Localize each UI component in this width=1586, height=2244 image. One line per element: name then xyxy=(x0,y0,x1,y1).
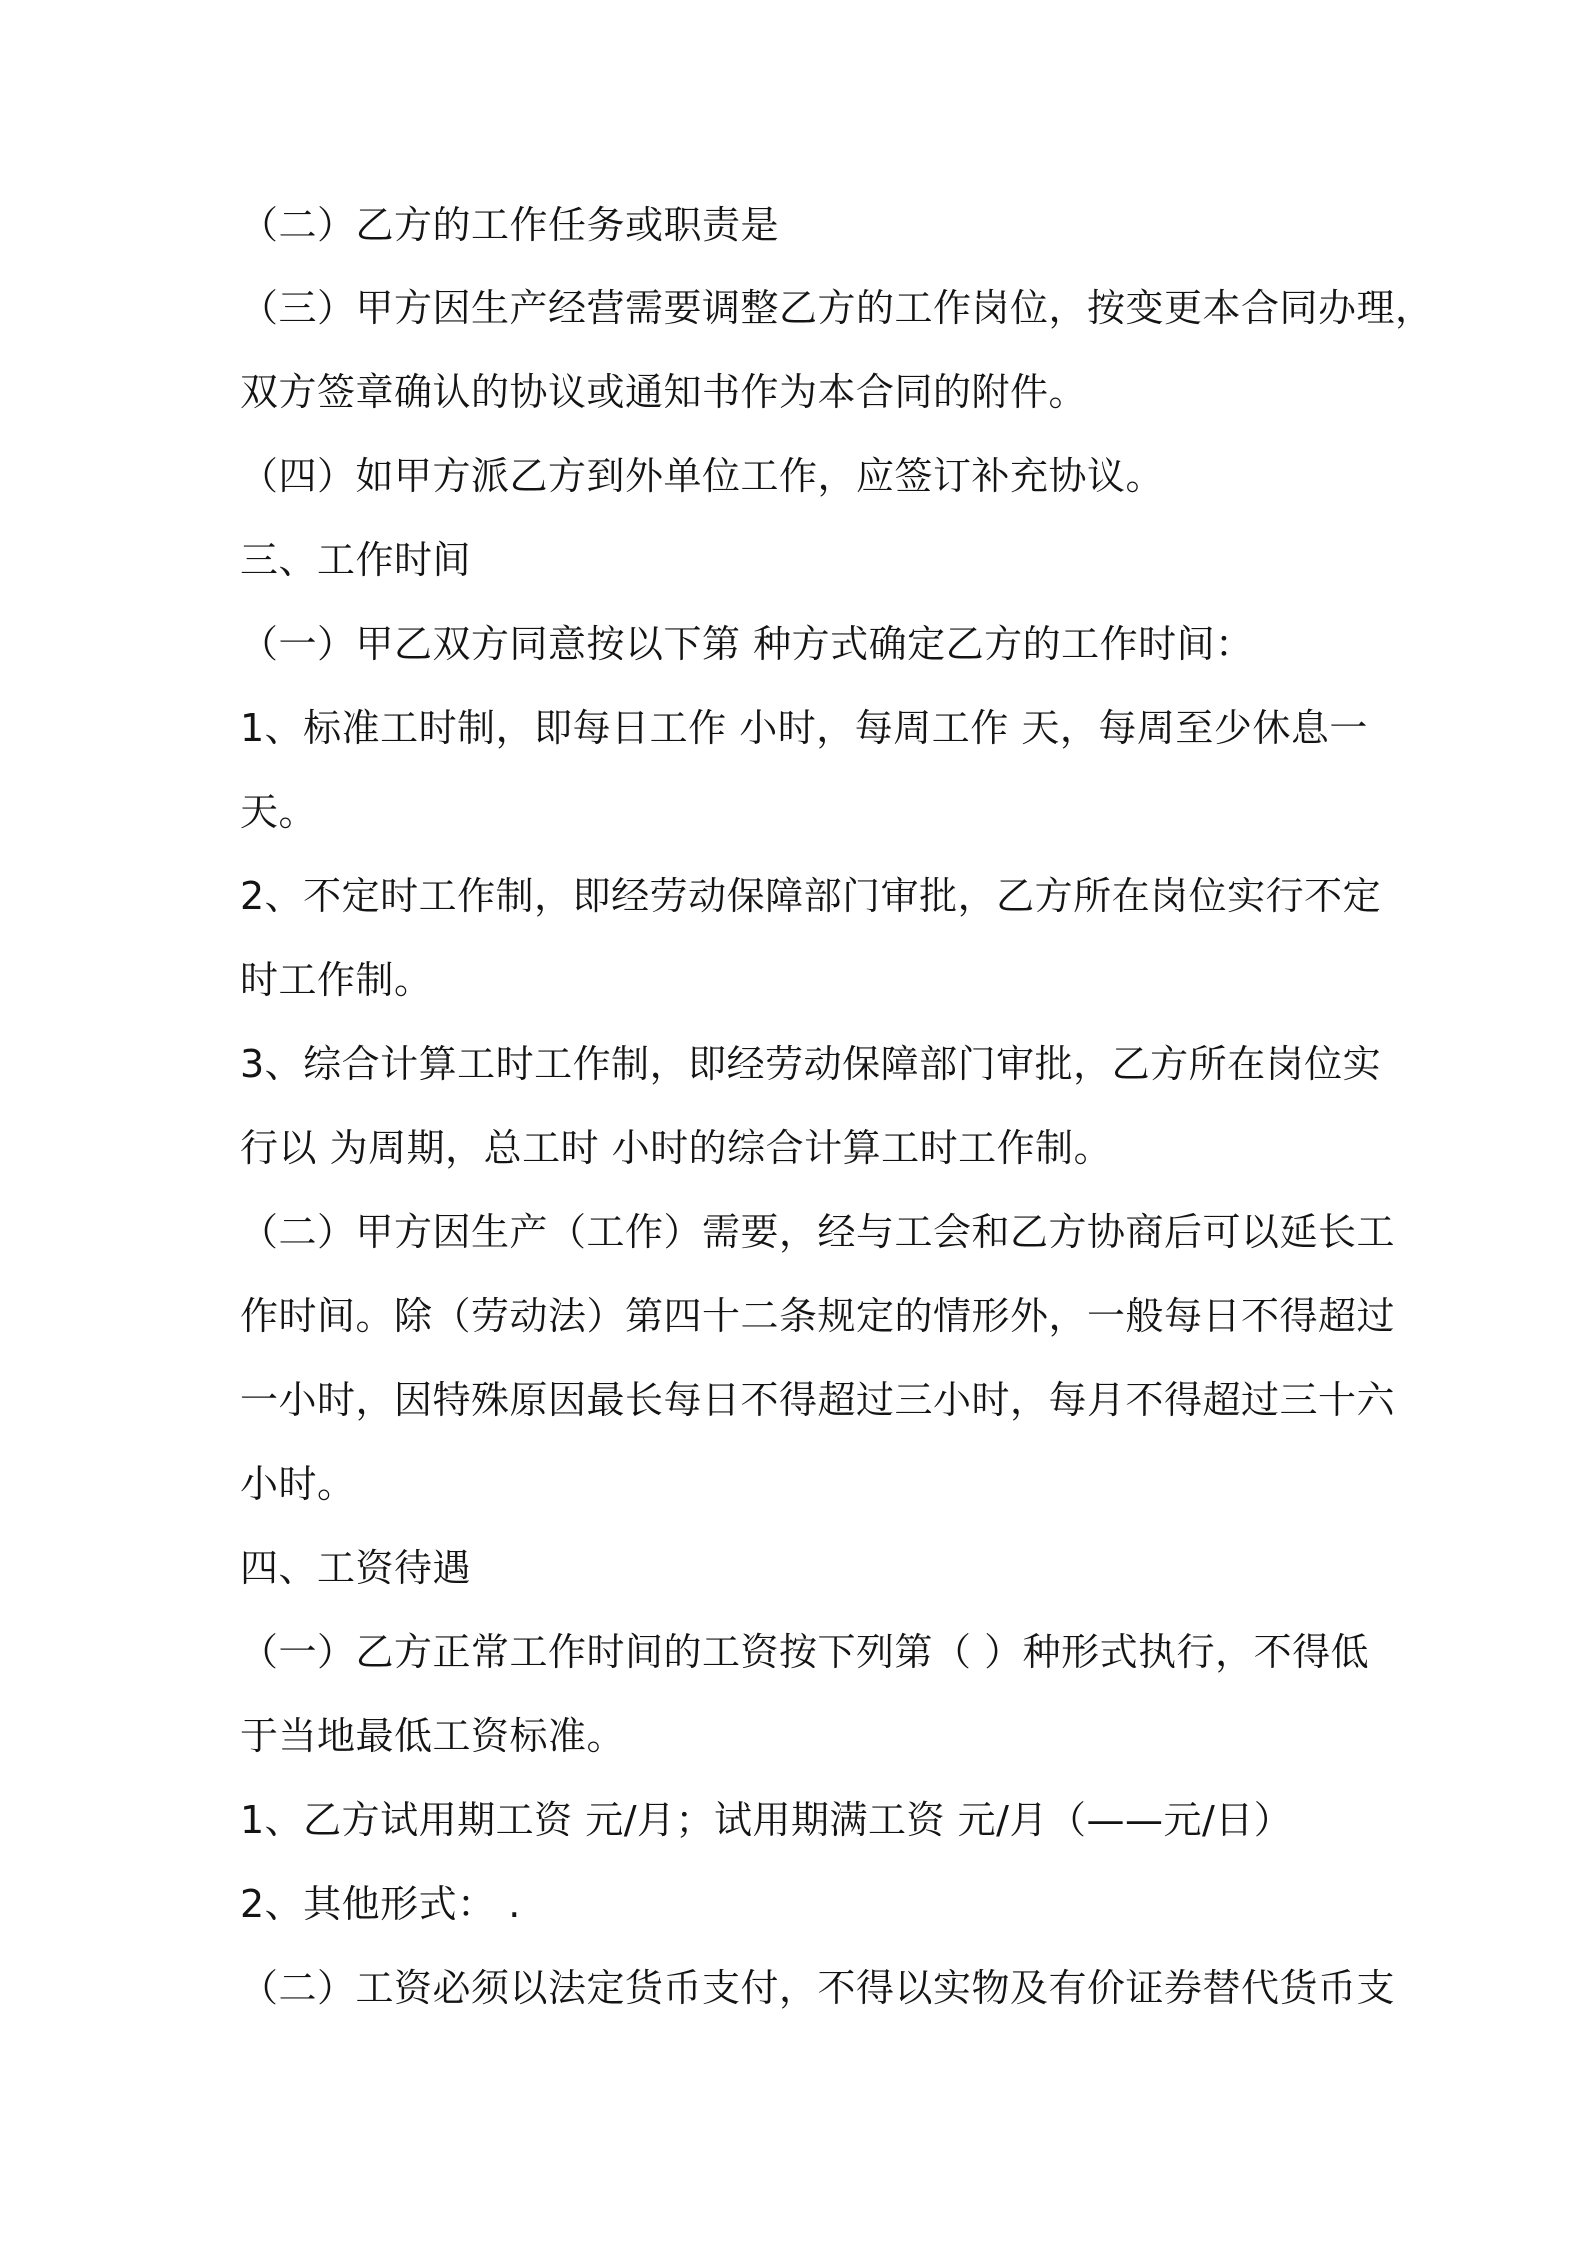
text-line: 1、乙方试用期工资 元/月；试用期满工资 元/月（——元/日） xyxy=(240,1798,1293,1842)
text-line: 于当地最低工资标准。 xyxy=(240,1714,626,1758)
section-heading: 三、工作时间 xyxy=(240,538,472,582)
text-line: 3、综合计算工时工作制，即经劳动保障部门审批，乙方所在岗位实 xyxy=(240,1042,1382,1086)
text-line: 双方签章确认的协议或通知书作为本合同的附件。 xyxy=(240,370,1088,414)
text-line: 2、不定时工作制，即经劳动保障部门审批，乙方所在岗位实行不定 xyxy=(240,874,1382,918)
text-line: （三）甲方因生产经营需要调整乙方的工作岗位，按变更本合同办理， xyxy=(240,286,1434,330)
text-line: （二）工资必须以法定货币支付，不得以实物及有价证券替代货币支 xyxy=(240,1966,1396,2010)
text-line: 作时间。除（劳动法）第四十二条规定的情形外，一般每日不得超过 xyxy=(240,1294,1396,1338)
text-line: 小时。 xyxy=(240,1462,356,1506)
section-heading: 四、工资待遇 xyxy=(240,1546,472,1590)
text-line: 1、标准工时制，即每日工作 小时，每周工作 天，每周至少休息一 xyxy=(240,706,1368,750)
text-line: 天。 xyxy=(240,790,318,834)
text-line: （二）乙方的工作任务或职责是 xyxy=(240,203,780,247)
text-line: 时工作制。 xyxy=(240,958,433,1002)
text-line: （一）乙方正常工作时间的工资按下列第（ ）种形式执行，不得低 xyxy=(240,1630,1370,1674)
text-line: 行以 为周期，总工时 小时的综合计算工时工作制。 xyxy=(240,1126,1113,1170)
text-line: （二）甲方因生产（工作）需要，经与工会和乙方协商后可以延长工 xyxy=(240,1210,1396,1254)
text-line: （一）甲乙双方同意按以下第 种方式确定乙方的工作时间： xyxy=(240,622,1254,666)
text-line: （四）如甲方派乙方到外单位工作，应签订补充协议。 xyxy=(240,454,1165,498)
text-line: 一小时，因特殊原因最长每日不得超过三小时，每月不得超过三十六 xyxy=(240,1378,1396,1422)
text-line: 2、其他形式： . xyxy=(240,1882,521,1926)
